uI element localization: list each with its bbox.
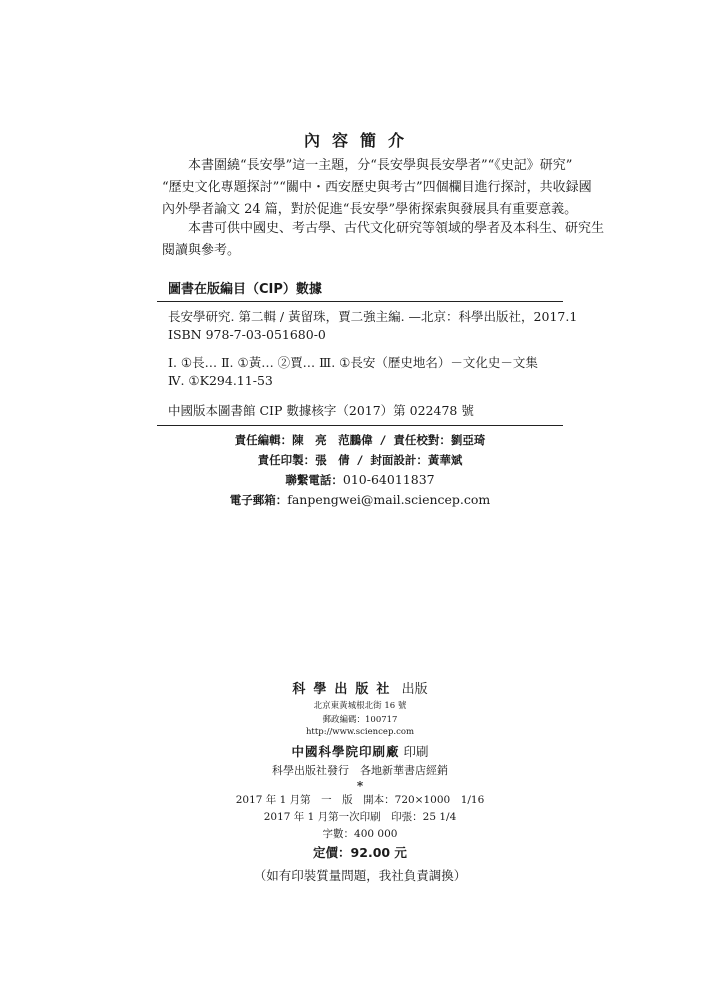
quality-notice: （如有印裝質量問題，我社負責調換） (253, 868, 467, 883)
credit-print-line (0, 452, 720, 468)
intro-title: 內容簡介 (303, 131, 416, 150)
cip-classification-1: Ⅰ. ①長… Ⅱ. ①黃… ②賈… Ⅲ. ①長安（歷史地名）－文化史－文集 (168, 355, 538, 370)
cip-heading: 圖書在版編目（CIP）數據 (168, 282, 322, 297)
printer-suffix: 印刷 (399, 744, 429, 759)
intro-paragraph-2-line-1: 本書可供中國史、考古學、古代文化研究等領域的學者及本科生、研究生 (188, 221, 605, 236)
cip-bottom-rule (157, 425, 563, 426)
word-count: 字數：400 000 (322, 828, 398, 840)
email-label: 電子郵箱： (229, 493, 288, 507)
intro-paragraph-2-line-2: 閱讀與參考。 (162, 243, 241, 258)
edition-line: 2017 年 1 月第 一 版 開本：720×1000 1/16 (235, 794, 485, 806)
credit-email-line (0, 492, 720, 508)
editors-names: 陳 亮 范鵬偉 (292, 433, 373, 447)
print-label: 責任印製： (257, 453, 316, 467)
cip-isbn: ISBN 978-7-03-051680-0 (168, 327, 326, 342)
cip-title-line: 長安學研究. 第二輯 / 黃留珠，賈二強主編. —北京：科學出版社，2017.1 (168, 309, 578, 324)
cip-top-rule (157, 301, 563, 302)
proof-label: / 責任校對： (372, 433, 451, 447)
distribution-line: 科學出版社發行 各地新華書店經銷 (272, 764, 448, 777)
publisher-address: 北京東黃城根北街 16 號 (313, 701, 407, 711)
phone-label: 聯繫電話： (285, 473, 343, 487)
printer-name: 中國科學院印刷廠 (291, 744, 400, 759)
intro-paragraph-1-line-2: “歷史文化專題探討”“關中・西安歷史與考古”四個欄目進行探討，共收録國 (162, 180, 592, 195)
credit-phone-line (0, 472, 720, 488)
cover-label: / 封面設計： (349, 453, 428, 467)
printer-line (0, 742, 720, 760)
proof-name: 劉亞琦 (450, 433, 486, 447)
email-address: fanpengwei@mail.sciencep.com (287, 492, 491, 507)
intro-paragraph-1-line-1: 本書圍繞“長安學”這一主題，分“長安學與長安學者”“《史記》研究” (188, 158, 573, 173)
phone-number: 010-64011837 (342, 472, 435, 487)
cip-record-number: 中國版本圖書館 CIP 數據核字（2017）第 022478 號 (168, 403, 474, 418)
separator-star: * (356, 779, 364, 793)
publisher-url: http://www.sciencep.com (305, 727, 415, 737)
cover-name: 黃華斌 (427, 453, 463, 467)
editors-label: 責任編輯： (234, 433, 293, 447)
publisher-suffix: 出版 (397, 682, 428, 697)
price: 定價：92.00 元 (313, 845, 407, 860)
intro-paragraph-2 (162, 218, 605, 262)
publisher-line (0, 678, 720, 697)
publisher-name: 科學出版社 (292, 682, 398, 697)
publisher-zip: 郵政編碼：100717 (322, 715, 398, 725)
print-name: 張 倩 (315, 453, 350, 467)
intro-paragraph-1 (162, 155, 592, 221)
credit-editors-line (0, 432, 720, 448)
intro-paragraph-1-line-3: 內外學者論文 24 篇，對於促進“長安學”學術探索與發展具有重要意義。 (162, 202, 578, 217)
printing-line: 2017 年 1 月第一次印刷 印張：25 1/4 (263, 811, 457, 823)
cip-classification-2: Ⅳ. ①K294.11-53 (168, 373, 273, 388)
